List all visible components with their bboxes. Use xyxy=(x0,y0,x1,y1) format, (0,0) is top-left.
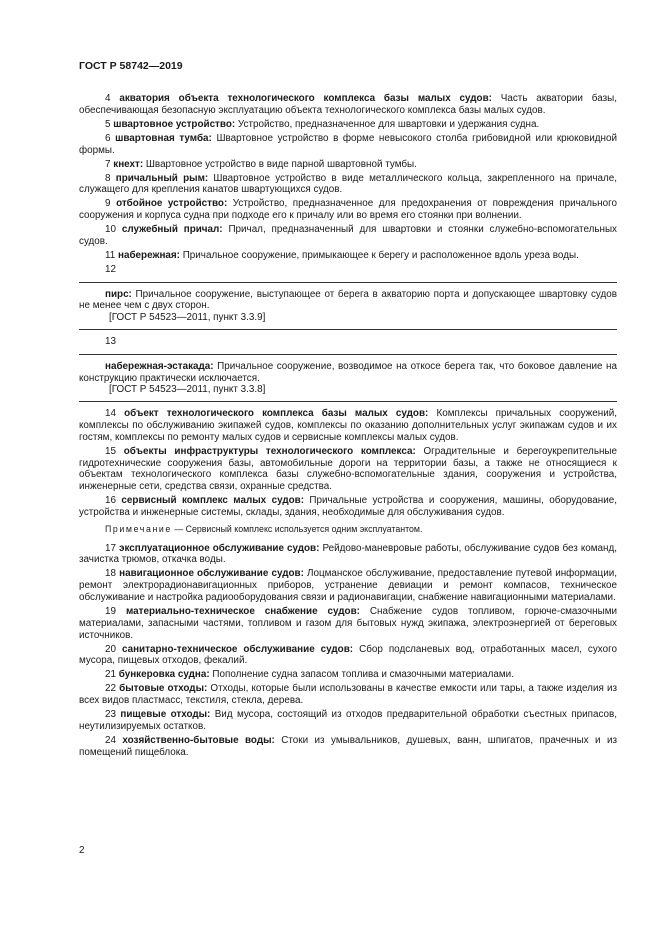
definition-item: 10 служебный причал: Причал, предназначенный для швартовки и стоянки служебно-вспомогательных судов. xyxy=(79,224,617,247)
definition-item: 6 швартовная тумба: Швартовное устройство в форме невысокого столба грибовидной или крюковидной формы. xyxy=(79,132,617,156)
document-body xyxy=(79,93,617,761)
quoted-definition: набережная-эстакада: Причальное сооружение, возводимое на откосе берега так, что боковое давление на конструкцию практически исключается. xyxy=(79,360,617,384)
definitions-list-3 xyxy=(79,543,617,759)
quoted-definition-box xyxy=(79,354,617,402)
definition-item: 4 акватория объекта технологического комплекса базы малых судов: Часть акватории базы, обеспечивающая безопасную эксплуатацию объекта технологического комплекса базы малых судов. xyxy=(79,93,617,116)
definition-item: 24 хозяйственно-бытовые воды: Стоки из умывальников, душевых, ванн, шпигатов, прачечных и из помещений пищеблока. xyxy=(79,734,617,758)
definition-item: 14 объект технологического комплекса базы малых судов: Комплексы причальных сооружений, комплексы по обслуживанию экипажей судов, комплексы по оказанию дополнительных услуг экипажам судов и их гостям, комплексы по ремонту малых судов и сервисные комплексы малых судов. xyxy=(79,408,617,443)
quoted-definition: пирс: Причальное сооружение, выступающее от берега в акваторию порта и допускающее швартовку судов не менее чем с двух сторон. xyxy=(79,288,617,312)
definition-item: 9 отбойное устройство: Устройство, предназначенное для предохранения от повреждения причального сооружения и корпуса судна при подходе его к причалу или во время его стоянки при волнении. xyxy=(79,198,617,222)
boxed-item-number: 13 xyxy=(105,336,116,348)
definition-item: 16 сервисный комплекс малых судов: Причальные устройства и сооружения, машины, оборудование, устройства и инженерные системы, склады, здания, необходимые для обслуживания судов. xyxy=(79,495,617,518)
definition-item: 7 кнехт: Швартовное устройство в виде парной швартовной тумбы. xyxy=(105,158,417,170)
quoted-definition-source: [ГОСТ Р 54523—2011, пункт 3.3.9] xyxy=(109,312,266,324)
document-header: ГОСТ Р 58742—2019 xyxy=(79,60,183,72)
quoted-definition-box xyxy=(79,282,617,330)
definition-item: 19 материально-техническое снабжение судов: Снабжение судов топливом, горюче-смазочными материалами, запасными частями, топливом и газом для бытовых нужд экипажа, электроэнергией от береговых источников. xyxy=(79,605,617,641)
definition-item: 5 швартовное устройство: Устройство, предназначенное для швартовки и удержания судна. xyxy=(105,118,540,130)
note: Примечание — Сервисный комплекс используется одним эксплуатантом. xyxy=(105,523,423,534)
definition-item: 22 бытовые отходы: Отходы, которые были использованы в качестве емкости или тары, а также изделия из всех видов пластмасс, текстиля, стекла, дерева. xyxy=(79,683,617,707)
page-number: 2 xyxy=(79,845,85,856)
definition-item: 15 объекты инфраструктуры технологического комплекса: Оградительные и берегоукрепительные гидротехнические сооружения базы, автомобильные дороги на территории базы, а также не относящиеся к объектам технологического комплекса базы служебно-вспомогательные здания, сооружения и устройства, инженерные сети, средства связи, охранные средства. xyxy=(79,445,618,493)
quoted-definition-source: [ГОСТ Р 54523—2011, пункт 3.3.8] xyxy=(109,384,266,396)
note-label: Примечание xyxy=(105,523,172,534)
definition-item: 17 эксплуатационное обслуживание судов: Рейдово-маневровые работы, обслуживание судов без команд, зачистка трюмов, откачка воды. xyxy=(79,542,618,566)
definition-item: 23 пищевые отходы: Вид мусора, состоящий из отходов предварительной обработки съестных припасов, неутилизируемых остатков. xyxy=(79,709,617,732)
boxed-item-number: 12 xyxy=(105,263,116,275)
definition-item: 8 причальный рым: Швартовное устройство в виде металлического кольца, закрепленного на причале, служащего для крепления канатов швартующихся судов. xyxy=(79,172,617,196)
definitions-list-2 xyxy=(79,408,617,519)
definition-item: 21 бункеровка судна: Пополнение судна запасом топлива и смазочными материалами. xyxy=(105,669,514,681)
definition-item: 11 набережная: Причальное сооружение, примыкающее к берегу и расположенное вдоль уреза воды. xyxy=(105,249,579,261)
definition-item: 18 навигационное обслуживание судов: Лоцманское обслуживание, предоставление путевой информации, ремонт электрорадионавигационных приборов, устранение девиации и ремонт компасов, техническое обслуживание и настройка радиооборудования связи и радионавигации, снабжение навигационными материалами. xyxy=(79,568,617,603)
definition-item: 20 санитарно-техническое обслуживание судов: Сбор подсланевых вод, отработанных масел, сухого мусора, пищевых отходов, фекалий. xyxy=(79,643,618,667)
definitions-list-1 xyxy=(79,93,617,262)
